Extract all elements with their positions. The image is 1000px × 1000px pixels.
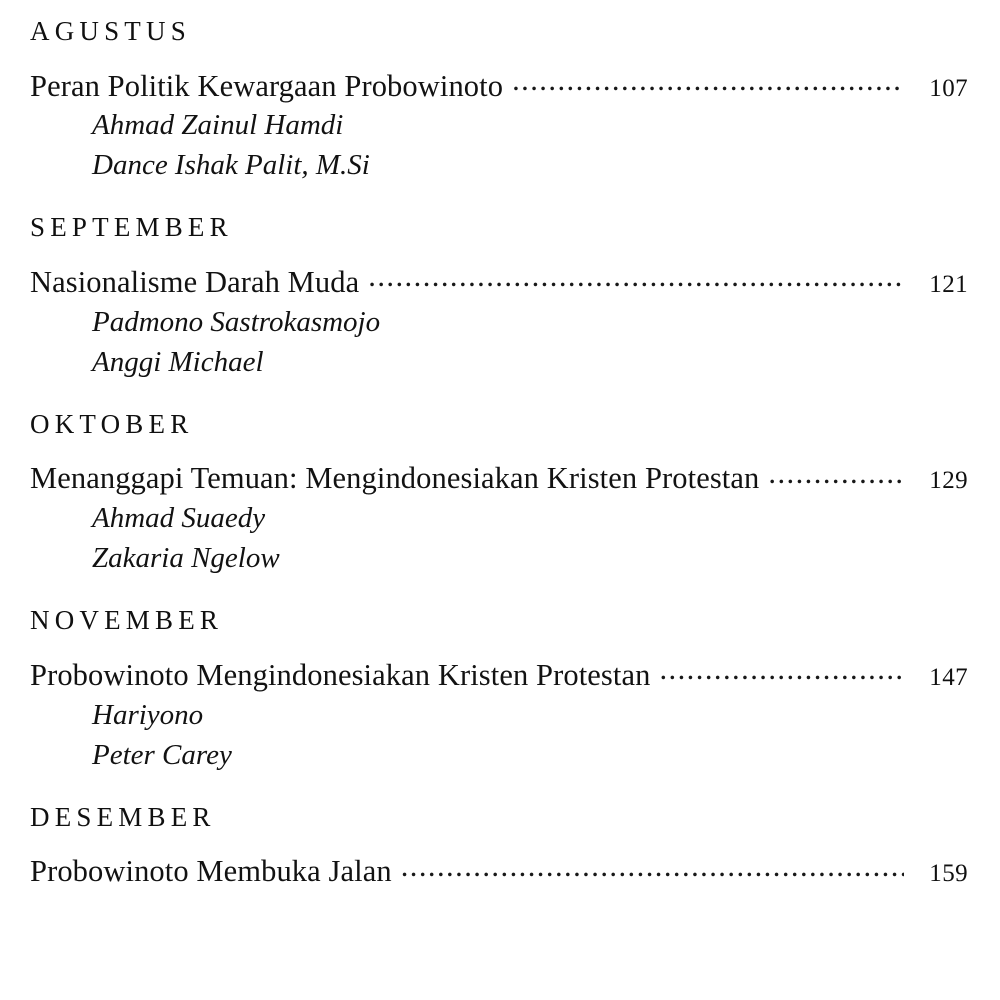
month-heading-desember: DESEMBER — [30, 801, 216, 832]
dot-leader-icon — [401, 851, 904, 882]
month-heading-agustus: AGUSTUS — [30, 16, 191, 46]
month-heading-november: NOVEMBER — [30, 605, 224, 636]
author-name: Dance Ishak Palit, M.Si — [92, 149, 370, 182]
toc-entry[interactable] — [30, 654, 968, 691]
author-name: Hariyono — [92, 698, 204, 731]
toc-entry[interactable] — [30, 261, 968, 298]
author-list — [30, 305, 968, 378]
author-name: Peter Carey — [92, 738, 232, 771]
toc-entry-page-number: 159 — [929, 860, 968, 888]
toc-entry-title: Peran Politik Kewargaan Probowinoto — [30, 68, 504, 103]
dot-leader-icon — [659, 654, 904, 685]
author-name: Padmono Sastrokasmojo — [92, 305, 381, 338]
month-heading-oktober: OKTOBER — [30, 408, 194, 439]
month-heading-september: SEPTEMBER — [30, 212, 233, 243]
author-list — [30, 111, 968, 180]
author-list — [30, 504, 968, 573]
dot-leader-icon — [512, 65, 904, 96]
toc-section-november — [30, 607, 968, 769]
toc-section-agustus — [30, 18, 968, 180]
toc-entry-page-number: 121 — [929, 270, 968, 298]
toc-section-september — [30, 214, 968, 376]
toc-section-desember — [30, 801, 968, 889]
toc-entry-title: Nasionalisme Darah Muda — [30, 264, 360, 299]
author-name: Anggi Michael — [92, 345, 264, 378]
toc-entry-title: Menanggapi Temuan: Mengindonesiakan Kristen Protestan — [30, 461, 760, 496]
toc-entry[interactable] — [30, 65, 968, 102]
dot-leader-icon — [368, 261, 904, 292]
toc-section-oktober — [30, 408, 968, 575]
toc-entry-page-number: 129 — [929, 467, 968, 495]
toc-entry[interactable] — [30, 458, 968, 495]
author-name: Zakaria Ngelow — [92, 542, 280, 575]
toc-entry[interactable] — [30, 851, 968, 888]
toc-entry-title: Probowinoto Membuka Jalan — [30, 854, 392, 889]
author-list — [30, 698, 968, 771]
dot-leader-icon — [768, 458, 904, 489]
toc-entry-page-number: 147 — [929, 663, 968, 691]
toc-entry-title: Probowinoto Mengindonesiakan Kristen Protestan — [30, 657, 651, 692]
author-name: Ahmad Zainul Hamdi — [92, 109, 344, 142]
author-name: Ahmad Suaedy — [92, 502, 266, 535]
toc-entry-page-number: 107 — [929, 74, 968, 102]
